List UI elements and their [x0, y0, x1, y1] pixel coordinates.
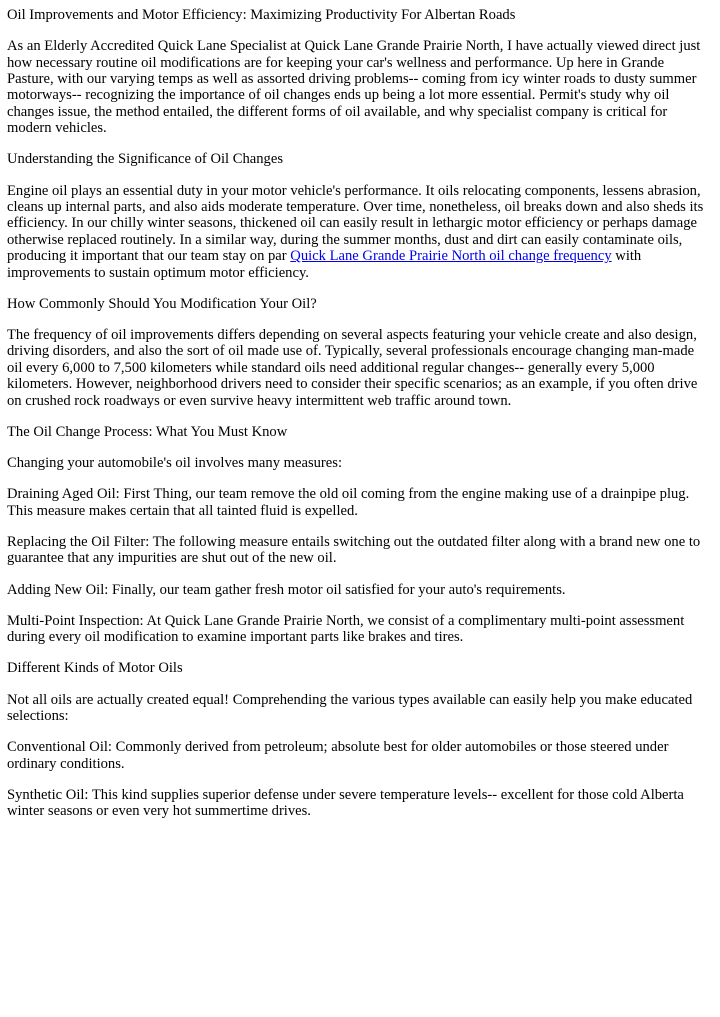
section-heading-oil-types: Different Kinds of Motor Oils — [7, 660, 183, 677]
process-step-inspection: Multi-Point Inspection: At Quick Lane Grande Prairie North, we consist of a complimentary multi-point assessment during every oil modification to examine important parts like brakes and tires. — [7, 612, 685, 646]
oil-type-synthetic: Synthetic Oil: This kind supplies superior defense under severe temperature levels-- excellent for those cold Alberta winter seasons or even very hot summertime drives. — [7, 786, 684, 820]
significance-text-after-link: with improvements to sustain optimum motor efficiency. — [7, 248, 642, 281]
significance-paragraph — [7, 183, 713, 281]
significance-text-before-link: Engine oil plays an essential duty in your motor vehicle's performance. It oils relocating components, lessens abrasion, cleans up internal parts, and also aids moderate temperature. Over time, nonetheless, oil breaks down and also sheds its efficiency. In our chilly winter seasons, thickened oil can easily result in lethargic motor efficiency or perhaps damage otherwise replaced routinely. In a similar way, during the summer months, dust and dirt can easily contaminate oils, producing it important that our team stay on par — [7, 182, 704, 265]
intro-paragraph: As an Elderly Accredited Quick Lane Specialist at Quick Lane Grande Prairie North, I have actually viewed direct just how necessary routine oil modifications are for keeping your car's wellness and performance. Up here in Grande Pasture, with our varying temps as well as assorted driving problems-- coming from icy winter roads to dusty summer motorways-- recognizing the importance of oil changes ends up being a lot more essential. Permit's study why oil changes issue, the method entailed, the different forms of oil available, and why specialist company is critical for modern vehicles. — [7, 38, 701, 137]
frequency-paragraph: The frequency of oil improvements differs depending on several aspects featuring your vehicle create and also design, driving disorders, and also the sort of oil made use of. Typically, several professionals encourage changing man-made oil every 6,000 to 7,500 kilometers while standard oils need additional regular changes-- generally every 5,000 kilometers. However, neighborhood drivers need to consider their specific scenarios; as an example, if you often drive on crushed rock roadways or even survive heavy intermittent web traffic around town. — [7, 327, 698, 409]
process-intro: Changing your automobile's oil involves many measures: — [7, 455, 342, 472]
oil-change-frequency-link[interactable]: Quick Lane Grande Prairie North oil change frequency — [290, 248, 612, 265]
process-step-adding-oil: Adding New Oil: Finally, our team gather fresh motor oil satisfied for your auto's requirements. — [7, 581, 566, 598]
oil-types-intro: Not all oils are actually created equal! Comprehending the various types available can easily help you make educated selections: — [7, 691, 693, 724]
section-heading-process: The Oil Change Process: What You Must Know — [7, 423, 288, 440]
section-heading-frequency: How Commonly Should You Modification Your Oil? — [7, 295, 317, 312]
oil-type-conventional: Conventional Oil: Commonly derived from petroleum; absolute best for older automobiles or those steered under ordinary conditions. — [7, 739, 669, 772]
document-title: Oil Improvements and Motor Efficiency: Maximizing Productivity For Albertan Roads — [7, 7, 516, 23]
process-step-draining: Draining Aged Oil: First Thing, our team remove the old oil coming from the engine making use of a drainpipe plug. This measure makes certain that all tainted fluid is expelled. — [7, 486, 690, 519]
process-step-filter: Replacing the Oil Filter: The following measure entails switching out the outdated filter along with a brand new one to guarantee that any impurities are shut out of the new oil. — [7, 533, 701, 567]
section-heading-significance: Understanding the Significance of Oil Changes — [7, 151, 283, 168]
